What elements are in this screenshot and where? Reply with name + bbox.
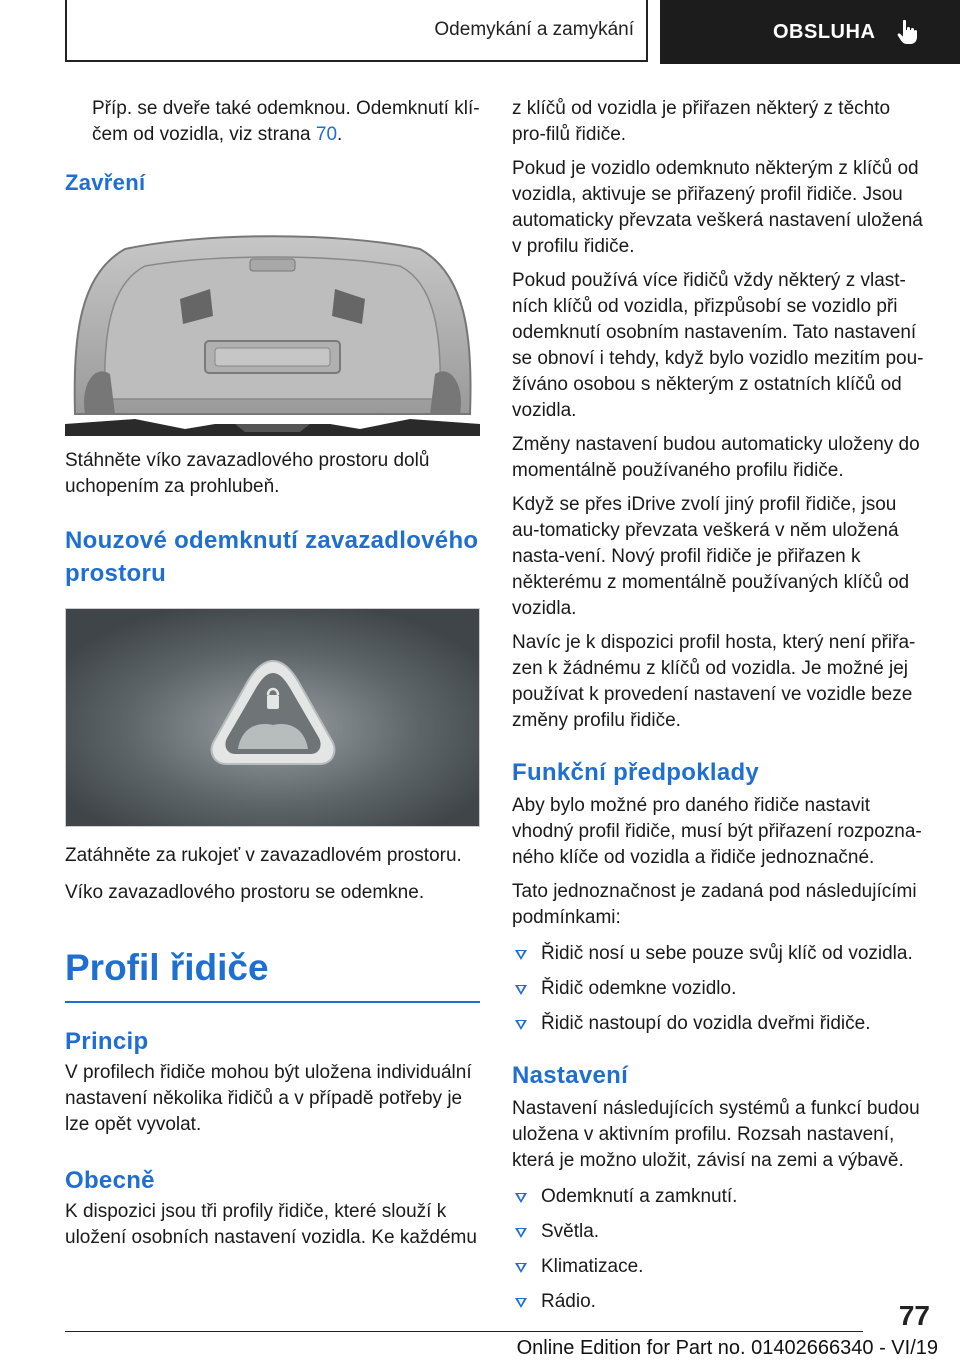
driver-profile-heading: Profil řidiče: [65, 947, 269, 988]
closing-instruction: Stáhněte víko zavazadlového prostoru dolů uchopením za prohlubeň.: [65, 450, 430, 497]
chapter-tab: [660, 0, 960, 64]
profile-paragraph-1: z klíčů od vozidla je přiřazen některý z těchto pro‐fi‍lů řidiče.: [512, 98, 891, 145]
section-rule: [65, 1001, 480, 1003]
list-item: Odemknutí a zamknutí.: [512, 1184, 926, 1210]
list-item: Řidič odemkne vozidlo.: [512, 976, 926, 1002]
general-heading: Obecně: [65, 1167, 155, 1194]
list-item: Řidič nosí u sebe pouze svůj klíč od vozidla.: [512, 941, 926, 967]
profile-paragraph-4: Změny nastavení budou automaticky uloženy do momentálně používaného profilu řidiče.: [512, 434, 920, 481]
closing-heading: Zavření: [65, 170, 146, 195]
chapter-label: OBSLUHA: [773, 20, 876, 43]
hand-pointer-icon: [897, 19, 919, 45]
footer-rule: [65, 1331, 863, 1332]
list-item: Světla.: [512, 1219, 926, 1245]
left-column: [65, 96, 480, 1259]
settings-heading: Nastavení: [512, 1062, 629, 1089]
list-item: Klimatizace.: [512, 1254, 926, 1280]
page-number: 77: [898, 1300, 930, 1331]
trunk-lid-illustration: [65, 214, 480, 436]
requirements-text-1: Aby bylo možné pro daného řidiče nastavit vhodný profil řidiče, musí být přiřazení rozpozna‐ného klíče od vozidla a řidiče jednoznačné.: [512, 795, 922, 868]
requirements-heading: Funkční předpoklady: [512, 759, 760, 786]
emergency-heading: Nouzové odemknutí zavazadlového prostoru: [65, 527, 479, 587]
settings-list: [512, 1184, 926, 1315]
principle-heading: Princip: [65, 1028, 149, 1055]
list-item: Rádio.: [512, 1289, 926, 1315]
section-title: Odemykání a zamykání: [434, 19, 634, 40]
settings-text: Nastavení následujících systémů a funkcí budou uložena v aktivním profilu. Rozsah nastavení, která je možno uložit, závisí na zemi a výbavě.: [512, 1098, 920, 1171]
emergency-instruction-1: Zatáhněte za rukojeť v zavazadlovém prostoru.: [65, 845, 462, 866]
edition-footer: Online Edition for Part no. 01402666340 - VI/19: [516, 1337, 938, 1359]
intro-paragraph: Příp. se dveře také odemknou. Odemknutí klí‐ čem od vozidla, viz strana 70.: [92, 98, 480, 145]
requirements-text-2: Tato jednoznačnost je zadaná pod následujícími podmínkami:: [512, 881, 917, 928]
requirements-list: [512, 941, 926, 1037]
principle-text: V profilech řidiče mohou být uložena individuální nastavení několika řidičů a v případě potřeby je lze opět vyvolat.: [65, 1062, 472, 1135]
emergency-instruction-2: Víko zavazadlového prostoru se odemkne.: [65, 882, 425, 903]
profile-paragraph-6: Navíc je k dispozici profil hosta, který není přiřa‐zen k žádnému z klíčů od vozidla. Je možné jej používat k provedení nastavení ve vozidle beze změny profilu řidiče.: [512, 632, 916, 731]
general-text: K dispozici jsou tři profily řidiče, které slouží k uložení osobních nastavení vozidla. Ke každému: [65, 1201, 477, 1248]
profile-paragraph-2: Pokud je vozidlo odemknuto některým z klíčů od vozidla, aktivuje se přiřazený profil řidiče. Jsou automaticky převzata veškerá nastavení uložená v profilu řidiče.: [512, 158, 923, 257]
running-header: [65, 0, 648, 62]
emergency-handle-photo: [65, 608, 480, 827]
page-reference-link[interactable]: 70: [315, 124, 338, 145]
profile-paragraph-5: Když se přes iDrive zvolí jiný profil řidiče, jsou au‐tomaticky převzata veškerá v něm uložená nasta‐vení. Nový profil řidiče je přiřazen k některému z momentálně používaných klíčů od vozidla.: [512, 494, 910, 619]
list-item: Řidič nastoupí do vozidla dveřmi řidiče.: [512, 1011, 926, 1037]
right-column: [512, 96, 926, 1324]
profile-paragraph-3: Pokud používá více řidičů vždy některý z vlast‐ních klíčů od vozidla, přizpůsobí se vozidlo při odemknutí osobním nastavením. Tato nastavení se obnoví i tehdy, když bylo vozidlo mezitím pou‐žíváno osobou s některým z ostatních klíčů od vozidla.: [512, 270, 924, 421]
